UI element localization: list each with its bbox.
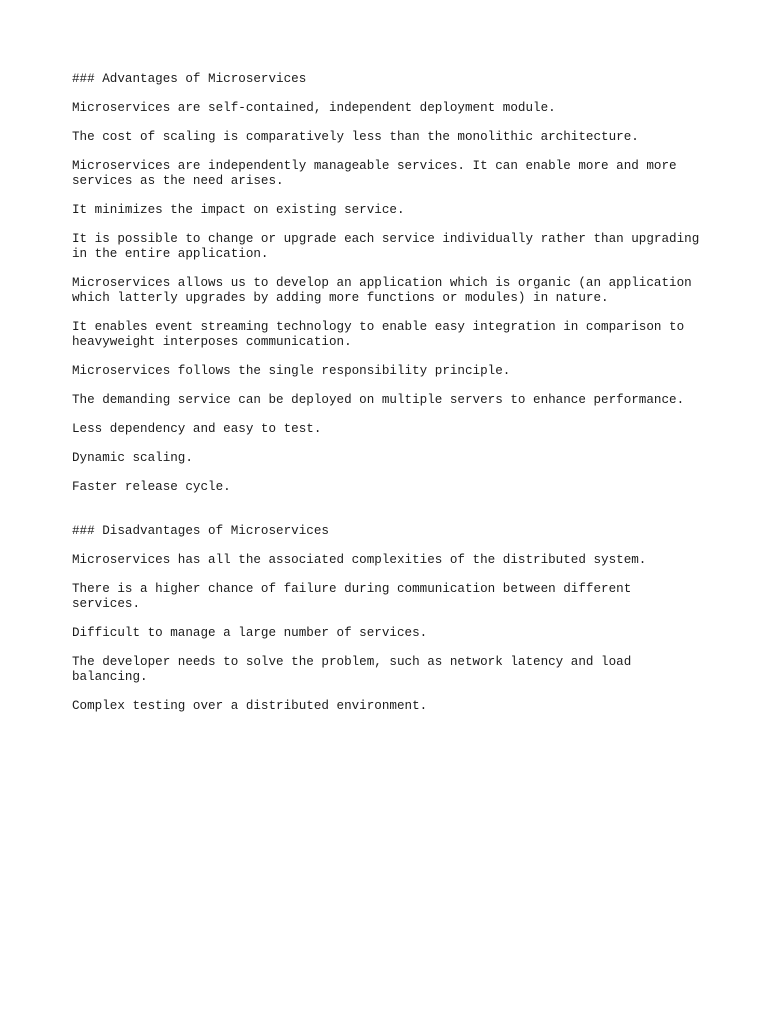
advantage-item: The demanding service can be deployed on multiple servers to enhance performance. (72, 393, 685, 407)
advantage-item: The cost of scaling is comparatively less than the monolithic architecture. (72, 130, 639, 144)
advantage-item: Microservices are independently manageable services. It can enable more and more services as the need arises. (72, 159, 677, 188)
advantage-item: Microservices allows us to develop an application which is organic (an application which latterly upgrades by adding more functions or modules) in nature. (72, 276, 692, 305)
advantage-item: It minimizes the impact on existing service. (72, 203, 405, 217)
disadvantage-item: Microservices has all the associated complexities of the distributed system. (72, 553, 647, 567)
advantage-item: Microservices are self-contained, independent deployment module. (72, 101, 556, 115)
disadvantages-heading: ### Disadvantages of Microservices (72, 524, 329, 538)
section-spacer (72, 509, 712, 524)
document-page (72, 72, 712, 728)
advantage-item: Microservices follows the single responsibility principle. (72, 364, 511, 378)
advantage-item: Dynamic scaling. (72, 451, 193, 465)
disadvantage-item: Complex testing over a distributed environment. (72, 699, 428, 713)
advantages-heading: ### Advantages of Microservices (72, 72, 307, 86)
advantage-item: Faster release cycle. (72, 480, 231, 494)
advantage-item: It enables event streaming technology to enable easy integration in comparison to heavyweight interposes communication. (72, 320, 685, 349)
advantage-item: Less dependency and easy to test. (72, 422, 322, 436)
disadvantage-item: Difficult to manage a large number of services. (72, 626, 428, 640)
disadvantage-item: The developer needs to solve the problem, such as network latency and load balancing. (72, 655, 632, 684)
disadvantage-item: There is a higher chance of failure during communication between different services. (72, 582, 632, 611)
advantage-item: It is possible to change or upgrade each service individually rather than upgrading in the entire application. (72, 232, 700, 261)
